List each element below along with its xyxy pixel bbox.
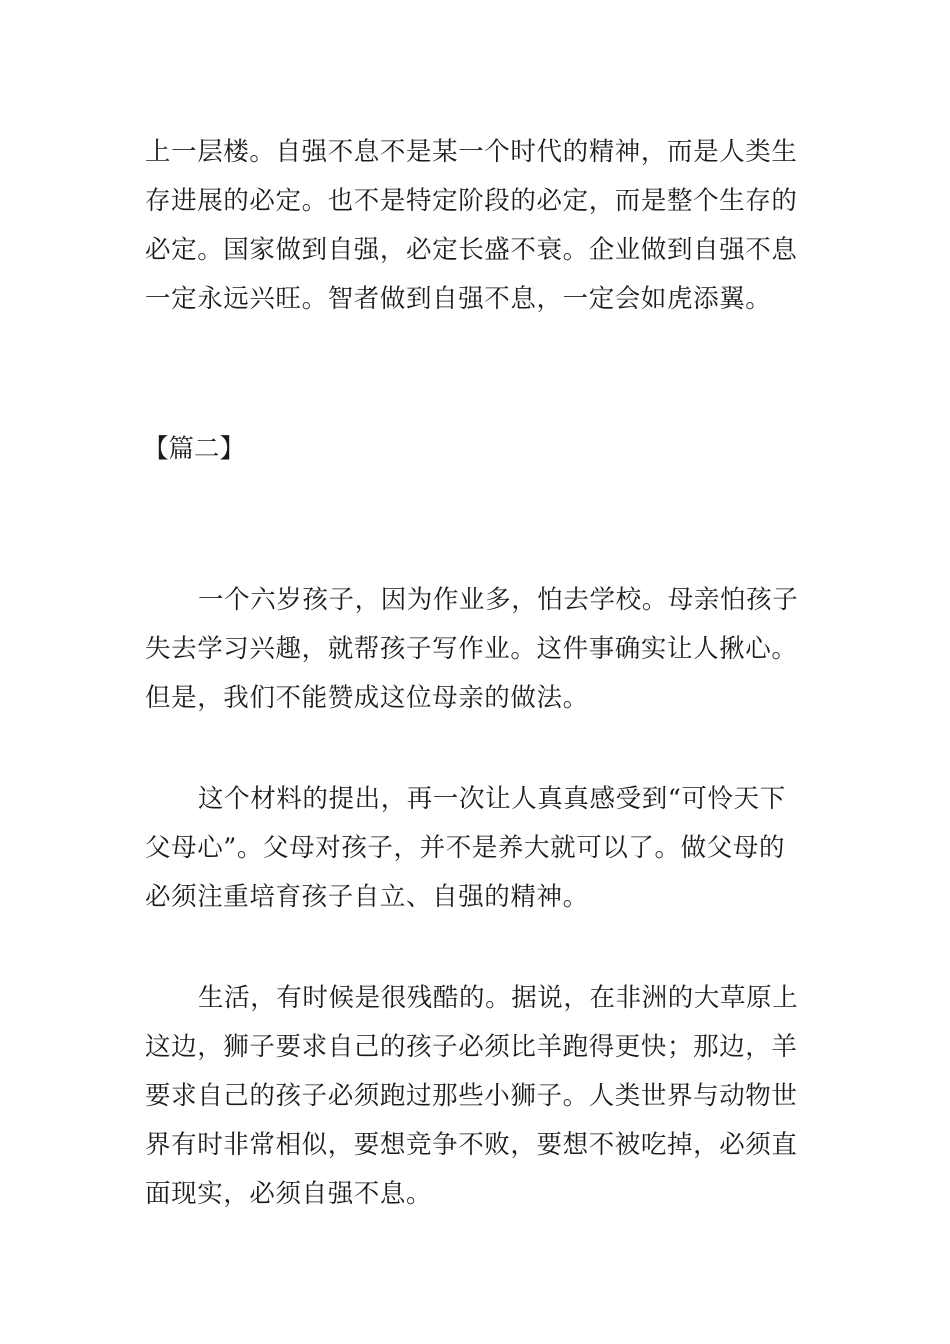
text-line: 一定永远兴旺。智者做到自强不息，一定会如虎添翼。 bbox=[145, 284, 772, 314]
text-line: 但是，我们不能赞成这位母亲的做法。 bbox=[145, 683, 589, 713]
text-line: 存进展的必定。也不是特定阶段的必定，而是整个生存的 bbox=[145, 186, 798, 216]
text-line: 这边，狮子要求自己的孩子必须比羊跑得更快；那边，羊 bbox=[145, 1032, 798, 1062]
text-line: 界有时非常相似，要想竞争不败，要想不被吃掉，必须直 bbox=[145, 1130, 798, 1160]
text-line: 要求自己的孩子必须跑过那些小狮子。人类世界与动物世 bbox=[145, 1081, 798, 1111]
text-line: 上一层楼。自强不息不是某一个时代的精神，而是人类生 bbox=[145, 137, 798, 167]
text-line: 生活，有时候是很残酷的。据说，在非洲的大草原上 bbox=[198, 983, 799, 1013]
text-line: 面现实，必须自强不息。 bbox=[145, 1179, 433, 1209]
text-line: 一个六岁孩子，因为作业多，怕去学校。母亲怕孩子 bbox=[198, 585, 799, 615]
text-line: 必定。国家做到自强，必定长盛不衰。企业做到自强不息 bbox=[145, 235, 798, 265]
text-line: 这个材料的提出，再一次让人真真感受到“可怜天下 bbox=[198, 784, 786, 814]
section-heading: 【篇二】 bbox=[143, 434, 246, 464]
text-line: 父母心”。父母对孩子，并不是养大就可以了。做父母的 bbox=[145, 833, 786, 863]
text-line: 必须注重培育孩子自立、自强的精神。 bbox=[145, 882, 589, 912]
text-line: 失去学习兴趣，就帮孩子写作业。这件事确实让人揪心。 bbox=[145, 634, 798, 664]
